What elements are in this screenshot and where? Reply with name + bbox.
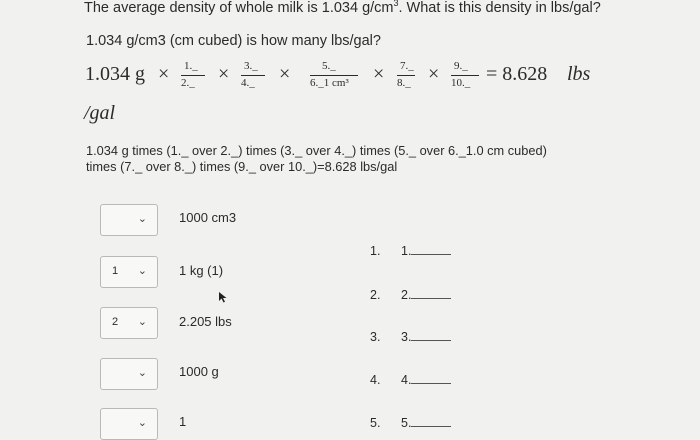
word-equation: 1.034 g times (1._ over 2._) times (3._ over 4._) times (5._ over 6._1.0 cm cubed) times (7._ over 8._) times (9._ over 10._)=8.628 lbs/gal: [86, 143, 547, 174]
answer-number: 4.: [370, 373, 381, 387]
fraction-denominator: 4._: [241, 77, 255, 89]
fraction-1: [181, 60, 205, 94]
dropdown-4[interactable]: [100, 358, 158, 390]
chevron-down-icon: ⌄: [137, 213, 147, 225]
answer-row[interactable]: [370, 416, 480, 434]
option-label: 1 kg (1): [179, 263, 224, 278]
chevron-down-icon: ⌄: [137, 367, 147, 379]
fraction-denominator: 10._: [451, 77, 471, 89]
fraction-bar: [181, 75, 205, 76]
answer-blank: [411, 330, 451, 341]
fraction-3: [310, 60, 358, 94]
answer-number: 1.: [370, 244, 381, 258]
times-sign: ×: [279, 63, 291, 85]
answer-text: 3.: [401, 330, 412, 344]
answer-text: 1.: [401, 244, 412, 258]
dropdown-value: 2: [112, 316, 119, 328]
dropdown-value: 1: [112, 265, 119, 277]
fraction-denominator: 2._: [181, 77, 195, 89]
equation-unit-line: /gal: [84, 102, 116, 124]
answer-number: 5.: [370, 416, 381, 430]
option-label: 1000 g: [179, 364, 219, 379]
fraction-bar: [397, 75, 415, 76]
equation-result-unit: lbs: [567, 63, 591, 85]
fraction-4: [397, 60, 415, 94]
answer-blank: [411, 416, 451, 427]
option-label: 1000 cm3: [179, 210, 237, 225]
fraction-numerator: 5._: [322, 60, 336, 72]
chevron-down-icon: ⌄: [137, 316, 147, 328]
fraction-numerator: 3._: [244, 60, 258, 72]
answer-number: 2.: [370, 288, 381, 302]
answer-blank: [411, 373, 451, 384]
subquestion-text: 1.034 g/cm3 (cm cubed) is how many lbs/gal?: [86, 33, 381, 49]
fraction-numerator: 9._: [454, 60, 468, 72]
dropdown-5[interactable]: [100, 408, 158, 440]
question-main: The average density of whole milk is 1.034 g/cm: [84, 0, 394, 16]
fraction-bar: [451, 75, 479, 76]
question-superscript: 3: [393, 0, 399, 8]
answer-text: 2.: [401, 288, 412, 302]
fraction-5: [451, 60, 479, 94]
dropdown-3[interactable]: [100, 307, 158, 339]
mouse-cursor-icon: [218, 291, 228, 303]
answer-row[interactable]: [370, 330, 480, 348]
answer-number: 3.: [370, 330, 381, 344]
answer-row[interactable]: [370, 288, 480, 306]
equation-result: = 8.628: [486, 63, 548, 85]
times-sign: ×: [218, 63, 230, 85]
times-sign: ×: [158, 63, 170, 85]
chevron-down-icon: ⌄: [137, 417, 147, 429]
answer-blank: [411, 288, 451, 299]
times-sign: ×: [428, 63, 440, 85]
question-suffix: . What is this density in lbs/gal?: [398, 0, 601, 16]
chevron-down-icon: ⌄: [137, 265, 147, 277]
answer-row[interactable]: [370, 373, 480, 391]
dropdown-1[interactable]: [100, 204, 158, 236]
answer-blank: [411, 244, 451, 255]
equation-start: 1.034 g: [85, 63, 145, 85]
answer-text: 5.: [401, 416, 412, 430]
fraction-bar: [241, 75, 265, 76]
dropdown-2[interactable]: [100, 256, 158, 288]
option-label: 2.205 lbs: [179, 314, 232, 329]
fraction-2: [241, 60, 265, 94]
conversion-equation: [85, 60, 645, 100]
fraction-numerator: 7._: [400, 60, 414, 72]
answer-row[interactable]: [370, 244, 480, 262]
option-label: 1: [179, 414, 187, 429]
answer-text: 4.: [401, 373, 412, 387]
times-sign: ×: [373, 63, 385, 85]
fraction-denominator: 6._1 cm³: [310, 77, 349, 89]
fraction-numerator: 1._: [184, 60, 198, 72]
fraction-bar: [310, 75, 358, 76]
fraction-denominator: 8._: [397, 77, 411, 89]
question-text: [84, 0, 601, 16]
